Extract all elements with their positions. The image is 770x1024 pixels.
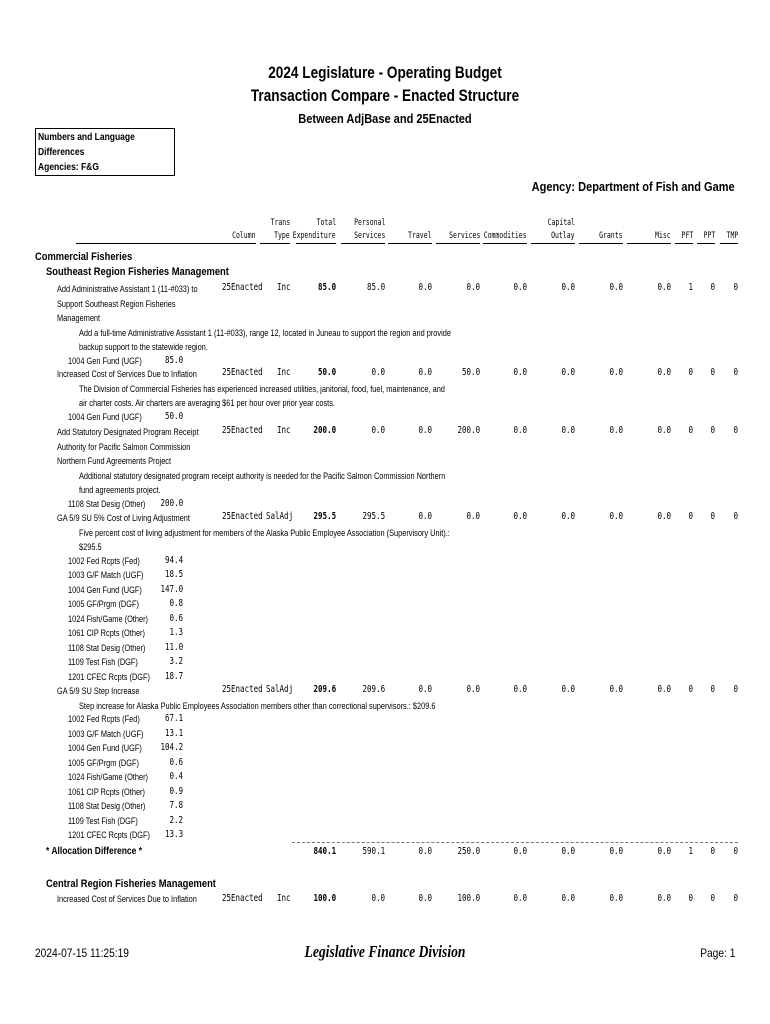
item-value-total: 200.0 xyxy=(313,425,336,436)
fund-source-amount: 200.0 xyxy=(160,497,183,509)
total-value-services: 250.0 xyxy=(457,846,480,857)
report-title-line2: Transaction Compare - Enacted Structure xyxy=(250,86,520,105)
fund-source-amount: 13.3 xyxy=(164,829,183,840)
agency-heading: Agency: Department of Fish and Game xyxy=(532,180,735,194)
footer-timestamp: 2024-07-15 11:25:19 xyxy=(35,946,129,960)
item-value-capital: 0.0 xyxy=(561,367,575,378)
item-value-total: 295.5 xyxy=(313,511,336,522)
item-value-services: 0.0 xyxy=(466,684,480,695)
item-trans-type: SalAdj xyxy=(266,684,294,695)
item-value-commod: 0.0 xyxy=(513,511,527,522)
item-name: GA 5/9 SU 5% Cost of Living Adjustment xyxy=(57,513,190,523)
item-value-tmp: 0 xyxy=(733,511,738,522)
column-header-underline xyxy=(76,243,256,244)
filter-line-1: Numbers and Language xyxy=(38,132,135,143)
item-description: Five percent cost of living adjustment for members of the Alaska Public Employee Association (Supervisory Unit).: xyxy=(79,527,450,538)
total-value-ppt: 0 xyxy=(710,846,715,857)
column-header-grants: Grants xyxy=(599,231,623,241)
item-trans-type: Inc xyxy=(277,282,291,293)
item-value-misc: 0.0 xyxy=(657,425,671,436)
item-value-commod: 0.0 xyxy=(513,367,527,378)
item-value-pft: 0 xyxy=(688,684,693,695)
column-header-underline xyxy=(483,243,527,244)
fund-source-name: 1108 Stat Desig (Other) xyxy=(68,642,146,653)
fund-source-amount: 147.0 xyxy=(160,583,183,595)
item-value-tmp: 0 xyxy=(733,425,738,436)
item-value-capital: 0.0 xyxy=(561,511,575,522)
footer-division: Legislative Finance Division xyxy=(304,942,466,961)
item-value-total: 209.6 xyxy=(313,684,336,695)
column-header-column: Column xyxy=(232,231,256,241)
item-value-tmp: 0 xyxy=(733,684,738,695)
item-value-misc: 0.0 xyxy=(657,511,671,522)
item-name: Northern Fund Agreements Project xyxy=(57,456,172,466)
fund-source-amount: 0.9 xyxy=(169,785,183,797)
item-value-grants: 0.0 xyxy=(609,282,623,293)
column-header-underline xyxy=(720,243,738,244)
column-header-ps: Personal xyxy=(353,218,385,228)
item-value-ps: 295.5 xyxy=(362,511,385,522)
report-title-line1: 2024 Legislature - Operating Budget xyxy=(268,63,502,82)
item-value-travel: 0.0 xyxy=(418,282,432,293)
fund-source-name: 1201 CFEC Rcpts (DGF) xyxy=(68,671,151,682)
total-separator xyxy=(292,842,738,843)
item-name: Increased Cost of Services Due to Inflation xyxy=(57,369,197,379)
column-header-underline xyxy=(341,243,385,244)
item-value-travel: 0.0 xyxy=(418,511,432,522)
fund-source-name: 1004 Gen Fund (UGF) xyxy=(68,584,142,595)
item-value-ps: 0.0 xyxy=(371,425,385,436)
item-value-services: 0.0 xyxy=(466,511,480,522)
item-value-grants: 0.0 xyxy=(609,684,623,695)
item-trans-type: Inc xyxy=(277,893,291,904)
item-value-grants: 0.0 xyxy=(609,511,623,522)
fund-source-name: 1024 Fish/Game (Other) xyxy=(68,613,148,624)
footer-page: Page: 1 xyxy=(699,946,735,960)
item-trans-type: Inc xyxy=(277,425,291,436)
central-value-pft: 0 xyxy=(688,893,693,904)
column-header-capital: Capital xyxy=(547,218,575,228)
column-header-underline xyxy=(260,243,290,244)
item-value-misc: 0.0 xyxy=(657,282,671,293)
item-name: Support Southeast Region Fisheries xyxy=(57,298,176,309)
item-value-grants: 0.0 xyxy=(609,425,623,436)
item-value-total: 85.0 xyxy=(317,282,336,293)
item-value-ppt: 0 xyxy=(710,367,715,378)
item-value-services: 50.0 xyxy=(461,367,480,378)
fund-source-name: 1004 Gen Fund (UGF) xyxy=(68,355,142,366)
total-value-pft: 1 xyxy=(688,846,693,857)
column-header-underline xyxy=(436,243,480,244)
fund-source-name: 1004 Gen Fund (UGF) xyxy=(68,411,142,422)
central-value-travel: 0.0 xyxy=(418,893,432,904)
total-value-commod: 0.0 xyxy=(513,846,527,857)
central-value-commod: 0.0 xyxy=(513,893,527,904)
column-header-underline xyxy=(531,243,575,244)
fund-source-name: 1002 Fed Rcpts (Fed) xyxy=(68,714,140,724)
section-heading: Commercial Fisheries xyxy=(35,251,133,263)
fund-source-amount: 0.4 xyxy=(169,771,183,782)
item-value-pft: 0 xyxy=(688,367,693,378)
item-description: The Division of Commercial Fisheries has experienced increased utilities, janitorial, food, fuel, maintenance, and xyxy=(79,383,445,394)
column-header-underline xyxy=(579,243,623,244)
central-value-capital: 0.0 xyxy=(561,893,575,904)
item-value-total: 50.0 xyxy=(317,367,336,378)
fund-source-name: 1004 Gen Fund (UGF) xyxy=(68,743,142,753)
column-header-capital: Outlay xyxy=(551,231,575,241)
item-value-ppt: 0 xyxy=(710,282,715,293)
item-trans-type: Inc xyxy=(277,367,291,378)
fund-source-amount: 0.8 xyxy=(169,598,183,609)
column-header-underline xyxy=(296,243,336,244)
item-value-ps: 209.6 xyxy=(362,684,385,695)
central-value-grants: 0.0 xyxy=(609,893,623,904)
item-description: backup support to the statewide region. xyxy=(79,342,208,352)
filter-line-3: Agencies: F&G xyxy=(38,162,99,173)
total-value-tmp: 0 xyxy=(733,846,738,857)
central-value-misc: 0.0 xyxy=(657,893,671,904)
fund-source-name: 1061 CIP Rcpts (Other) xyxy=(68,628,145,638)
column-header-ppt: PPT xyxy=(703,231,715,241)
fund-source-amount: 7.8 xyxy=(169,800,183,811)
item-value-travel: 0.0 xyxy=(418,684,432,695)
column-header-underline xyxy=(675,243,693,244)
item-column: 25Enacted xyxy=(222,684,263,695)
fund-source-amount: 67.1 xyxy=(164,713,183,724)
fund-source-amount: 18.5 xyxy=(164,569,183,580)
fund-source-name: 1109 Test Fish (DGF) xyxy=(68,815,138,826)
column-header-total: Expenditure xyxy=(293,231,336,241)
fund-source-name: 1003 G/F Match (UGF) xyxy=(68,570,144,580)
fund-source-name: 1024 Fish/Game (Other) xyxy=(68,772,148,782)
fund-source-amount: 1.3 xyxy=(169,627,183,638)
item-value-ps: 85.0 xyxy=(366,282,385,293)
item-value-ppt: 0 xyxy=(710,684,715,695)
fund-source-amount: 94.4 xyxy=(164,554,183,566)
column-header-tmp: TMP xyxy=(726,231,738,241)
subsection-heading-southeast: Southeast Region Fisheries Management xyxy=(46,266,229,278)
column-header-total: Total xyxy=(316,218,336,228)
fund-source-amount: 50.0 xyxy=(164,410,183,422)
item-value-pft: 0 xyxy=(688,425,693,436)
item-description: Step increase for Alaska Public Employees Association members other than correctional supervisors.: $209.6 xyxy=(79,700,436,711)
fund-source-name: 1061 CIP Rcpts (Other) xyxy=(68,786,145,797)
item-column: 25Enacted xyxy=(222,893,263,904)
subsection-heading-central: Central Region Fisheries Management xyxy=(46,878,216,890)
item-column: 25Enacted xyxy=(222,425,263,436)
column-header-underline xyxy=(627,243,671,244)
fund-source-name: 1005 GF/Prgm (DGF) xyxy=(68,757,139,768)
fund-source-amount: 0.6 xyxy=(169,612,183,624)
fund-source-amount: 18.7 xyxy=(164,670,183,682)
item-description: $295.5 xyxy=(79,542,102,552)
filter-line-2: Differences xyxy=(38,147,85,158)
item-value-commod: 0.0 xyxy=(513,684,527,695)
central-value-services: 100.0 xyxy=(457,893,480,904)
item-column: 25Enacted xyxy=(222,511,263,522)
total-value-capital: 0.0 xyxy=(561,846,575,857)
item-value-commod: 0.0 xyxy=(513,425,527,436)
central-value-ps: 0.0 xyxy=(371,893,385,904)
column-header-underline xyxy=(697,243,715,244)
item-value-ppt: 0 xyxy=(710,425,715,436)
central-value-tmp: 0 xyxy=(733,893,738,904)
item-value-misc: 0.0 xyxy=(657,367,671,378)
total-value-grants: 0.0 xyxy=(609,846,623,857)
column-header-underline xyxy=(388,243,432,244)
item-value-ps: 0.0 xyxy=(371,367,385,378)
total-value-total: 840.1 xyxy=(313,846,336,857)
fund-source-amount: 0.6 xyxy=(169,756,183,768)
item-value-misc: 0.0 xyxy=(657,684,671,695)
fund-source-name: 1002 Fed Rcpts (Fed) xyxy=(68,555,140,566)
fund-source-amount: 11.0 xyxy=(164,641,183,653)
column-header-ps: Services xyxy=(353,231,385,241)
item-value-pft: 0 xyxy=(688,511,693,522)
item-value-services: 200.0 xyxy=(457,425,480,436)
item-column: 25Enacted xyxy=(222,282,263,293)
column-header-trans: Type xyxy=(274,231,290,241)
item-name: Add Statutory Designated Program Receipt xyxy=(57,427,199,437)
item-name: Increased Cost of Services Due to Inflation xyxy=(57,894,197,904)
item-value-capital: 0.0 xyxy=(561,684,575,695)
fund-source-name: 1108 Stat Desig (Other) xyxy=(68,498,146,509)
item-value-capital: 0.0 xyxy=(561,425,575,436)
item-name: Add Administrative Assistant 1 (11-#033) to xyxy=(57,284,198,294)
central-value-total: 100.0 xyxy=(313,893,336,904)
column-header-travel: Travel xyxy=(408,231,432,241)
fund-source-amount: 104.2 xyxy=(160,742,183,753)
fund-source-name: 1108 Stat Desig (Other) xyxy=(68,801,146,811)
fund-source-amount: 3.2 xyxy=(169,656,183,667)
total-value-ps: 590.1 xyxy=(362,846,385,857)
fund-source-amount: 13.1 xyxy=(164,727,183,739)
item-value-travel: 0.0 xyxy=(418,425,432,436)
fund-source-amount: 2.2 xyxy=(169,814,183,826)
fund-source-name: 1003 G/F Match (UGF) xyxy=(68,728,144,739)
item-description: air charter costs. Air charters are averaging $61 per hour over prior year costs. xyxy=(79,398,335,408)
item-trans-type: SalAdj xyxy=(266,511,294,522)
item-value-pft: 1 xyxy=(688,282,693,293)
item-value-grants: 0.0 xyxy=(609,367,623,378)
column-header-services: Services xyxy=(448,231,480,241)
allocation-total-label: * Allocation Difference * xyxy=(46,846,143,857)
item-value-travel: 0.0 xyxy=(418,367,432,378)
item-description: Add a full-time Administrative Assistant 1 (11-#033), range 12, located in Juneau to support the region and provide xyxy=(79,327,451,338)
column-header-pft: PFT xyxy=(681,231,693,241)
total-value-travel: 0.0 xyxy=(418,846,432,857)
item-description: fund agreements project. xyxy=(79,485,161,495)
item-value-ppt: 0 xyxy=(710,511,715,522)
item-description: Additional statutory designated program receipt authority is needed for the Pacific Salmon Commission Northern xyxy=(79,470,446,481)
fund-source-name: 1109 Test Fish (DGF) xyxy=(68,657,138,667)
item-name: GA 5/9 SU Step Increase xyxy=(57,686,140,696)
item-value-services: 0.0 xyxy=(466,282,480,293)
fund-source-amount: 85.0 xyxy=(164,354,183,366)
column-header-misc: Misc xyxy=(655,231,671,241)
item-value-tmp: 0 xyxy=(733,282,738,293)
fund-source-name: 1005 GF/Prgm (DGF) xyxy=(68,599,139,609)
item-value-capital: 0.0 xyxy=(561,282,575,293)
column-header-trans: Trans xyxy=(270,218,290,228)
total-value-misc: 0.0 xyxy=(657,846,671,857)
report-subtitle: Between AdjBase and 25Enacted xyxy=(298,111,472,126)
column-header-commod: Commodities xyxy=(484,231,527,241)
item-name: Management xyxy=(57,313,101,323)
item-value-commod: 0.0 xyxy=(513,282,527,293)
item-name: Authority for Pacific Salmon Commission xyxy=(57,441,191,452)
item-value-tmp: 0 xyxy=(733,367,738,378)
item-column: 25Enacted xyxy=(222,367,263,378)
fund-source-name: 1201 CFEC Rcpts (DGF) xyxy=(68,830,151,840)
central-value-ppt: 0 xyxy=(710,893,715,904)
